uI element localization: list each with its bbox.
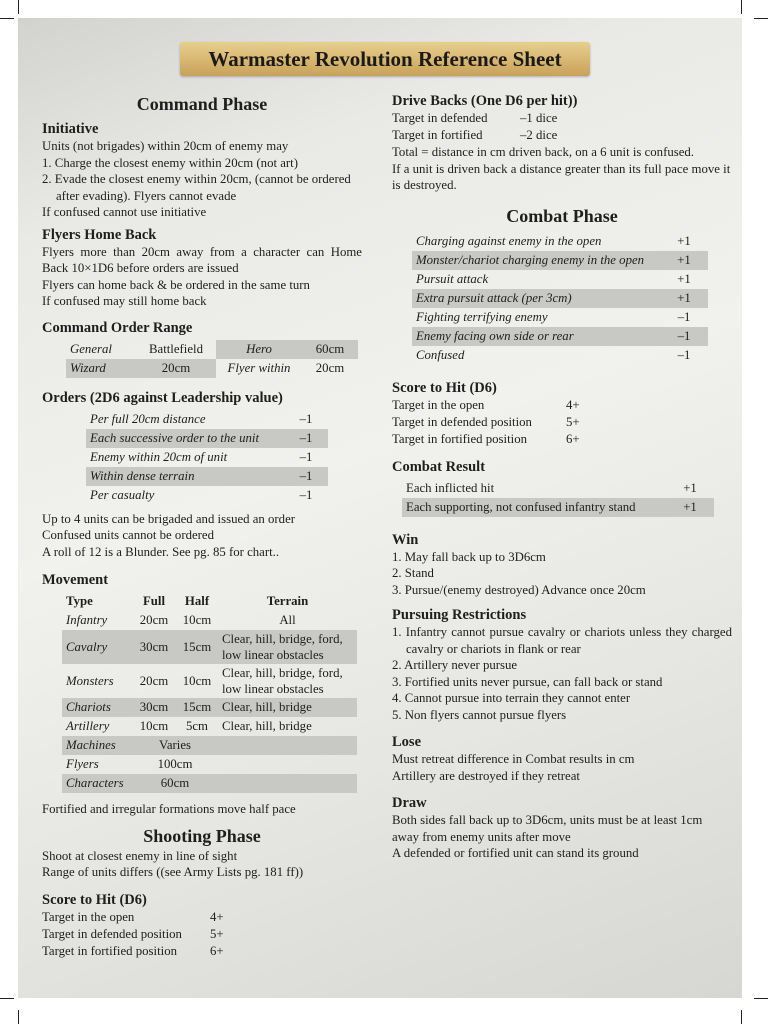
draw-line: Both sides fall back up to 3D6cm, units must be at least 1cm away from enemy units after move [392,813,703,844]
table-cell: Each successive order to the unit [90,430,260,445]
table-row [388,127,561,144]
orders-table [86,410,328,505]
table-cell: Fighting terrifying enemy [416,309,548,324]
table-cell: +1 [677,233,691,248]
win-heading: Win [392,531,419,548]
table-row [86,448,328,467]
orders-note: Up to 4 units can be brigaded and issued an order [42,511,296,526]
pursuing-line: 4. Cannot pursue into terrain they cannot enter [392,691,631,705]
table-cell: +1 [677,252,691,267]
table-row [412,232,708,251]
table-cell: Target in defended position [42,926,182,941]
table-row [38,909,228,926]
table-cell: General [70,341,112,356]
flyers-line: If confused may still home back [42,294,207,308]
table-cell: +1 [677,290,691,305]
crop-mark [0,998,14,999]
table-cell: 100cm [157,757,193,771]
table-cell: –1 [299,430,313,445]
table-cell: Target in fortified position [392,431,527,446]
draw-heading: Draw [392,795,427,811]
drive-backs-line: Total = distance in cm driven back, on a 6 unit is confused. [392,145,694,159]
movement-heading: Movement [42,572,109,588]
table-cell: –1 [677,309,691,324]
shooting-phase-heading: Shooting Phase [143,825,261,846]
table-cell: Monsters [66,673,114,688]
table-cell: Enemy facing own side or rear [416,328,574,343]
initiative-line: Units (not brigades) within 20cm of enemy may [42,139,289,153]
table-row [388,414,584,431]
table-cell: Target in fortified [392,128,483,142]
table-cell: Each supporting, not confused infantry stand [406,499,636,514]
table-cell: Hero [216,340,302,359]
left-column [42,92,362,960]
combat-score-table [388,397,584,448]
table-cell: Confused [416,347,465,362]
table-cell: Cavalry [66,639,108,654]
table-cell: +1 [677,271,691,286]
table-cell: Within dense terrain [90,468,195,483]
table-cell: Infantry [66,613,108,627]
table-row [412,346,708,365]
table-cell: Clear, hill, bridge [222,719,312,733]
table-row [412,270,708,289]
lose-line: Artillery are destroyed if they retreat [392,768,580,783]
table-row [38,926,228,943]
table-cell: Target in the open [392,397,485,412]
crop-mark [741,1010,742,1024]
table-cell: Each inflicted hit [406,480,495,495]
table-cell [218,774,357,793]
lose-line: Must retreat difference in Combat results in cm [392,752,635,766]
table-cell: 15cm [182,700,212,714]
table-cell: 15cm [182,639,212,654]
table-row [62,774,357,793]
table-row [388,431,584,448]
table-cell: 20cm [136,359,216,378]
shooting-line: Range of units differs ((see Army Lists pg. 181 ff)) [42,865,304,879]
table-cell: 20cm [315,360,345,375]
initiative-line: 2. Evade the closest enemy within 20cm, (cannot be ordered after evading). Flyers cannot evade [42,172,351,203]
table-row [388,397,584,414]
order-range-heading: Command Order Range [42,319,193,336]
crop-mark [754,998,768,999]
table-cell: Target in defended position [392,414,532,429]
table-cell: 10cm [182,613,212,627]
pursuing-heading: Pursuing Restrictions [392,607,527,623]
combat-result-heading: Combat Result [392,458,486,475]
flyers-line: Flyers more than 20cm away from a character can Home Back 10×1D6 before orders are issued [42,244,362,275]
table-cell: Machines [66,738,116,752]
orders-note: Confused units cannot be ordered [42,528,215,542]
table-cell: 6+ [566,431,580,446]
table-cell: Clear, hill, bridge, ford, low linear obstacles [222,666,343,696]
table-cell: 60cm [302,340,358,359]
pursuing-line: 2. Artillery never pursue [392,658,518,672]
table-row [62,611,357,630]
table-cell: 5+ [566,414,580,429]
pursuing-line: 1. Infantry cannot pursue cavalry or chariots unless they charged cavalry or chariots in flank or rear [392,625,732,656]
shooting-score-heading: Score to Hit (D6) [42,891,147,908]
table-cell: Per casualty [90,487,155,502]
crop-mark [0,18,14,19]
crop-mark [18,0,19,14]
table-row [388,110,561,127]
table-cell: Clear, hill, bridge [222,700,312,714]
flyers-home-back-heading: Flyers Home Back [42,226,157,243]
table-cell: –1 [299,449,313,464]
table-row [38,943,228,960]
orders-heading: Orders (2D6 against Leadership value) [42,389,283,406]
table-cell: –1 dice [520,111,558,125]
table-row [86,486,328,505]
table-row [412,308,708,327]
drive-backs-heading: Drive Backs (One D6 per hit)) [392,93,578,109]
table-row [62,630,357,664]
table-cell: Per full 20cm distance [90,411,206,426]
table-cell: 30cm [139,700,169,714]
combat-modifiers-table [412,232,708,365]
table-row [412,289,708,308]
table-cell: Enemy within 20cm of unit [90,449,228,464]
table-cell: +1 [683,480,697,495]
table-cell: 5cm [185,719,209,733]
initiative-heading: Initiative [42,121,99,137]
order-range-table [66,340,358,378]
win-line: 1. May fall back up to 3D6cm [392,549,546,564]
table-row [412,251,708,270]
combat-phase-heading: Combat Phase [506,205,618,226]
table-cell: 10cm [139,719,169,733]
table-row [62,736,357,755]
table-cell: 6+ [210,943,224,958]
pursuing-line: 5. Non flyers cannot pursue flyers [392,707,567,722]
initiative-line: If confused cannot use initiative [42,205,207,219]
table-cell: Characters [66,776,124,790]
table-cell: Wizard [66,359,136,378]
table-row [86,410,328,429]
table-cell: Clear, hill, bridge, ford, low linear obstacles [222,632,343,662]
table-cell: Varies [159,738,191,752]
table-cell: Chariots [66,700,111,714]
movement-note: Fortified and irregular formations move half pace [42,802,296,816]
table-cell: –1 [299,487,313,502]
table-row [62,698,357,717]
table-row [86,429,328,448]
table-row [66,340,358,359]
table-cell: 4+ [566,397,580,412]
command-phase-heading: Command Phase [136,94,268,114]
table-cell: Target in the open [42,909,135,924]
table-cell: –1 [677,347,691,362]
table-cell: –1 [299,468,313,483]
table-row [402,498,714,517]
table-cell: Artillery [66,719,110,733]
table-cell: –1 [677,328,691,343]
crop-mark [18,1010,19,1024]
lose-heading: Lose [392,734,421,750]
column-header: Type [66,594,93,608]
column-header: Full [142,594,166,608]
table-cell: Flyer within [227,360,291,375]
title-banner: Warmaster Revolution Reference Sheet [180,42,590,76]
table-cell: 60cm [160,776,190,790]
right-column [392,92,732,862]
combat-score-heading: Score to Hit (D6) [392,379,497,396]
table-row [412,327,708,346]
draw-line: A defended or fortified unit can stand its ground [392,846,639,860]
pursuing-line: 3. Fortified units never pursue, can fall back or stand [392,674,663,689]
table-cell: Flyers [66,757,99,771]
shooting-line: Shoot at closest enemy in line of sight [42,848,238,863]
drive-backs-table [388,110,561,144]
table-row [62,717,357,736]
table-cell: –2 dice [520,128,558,142]
table-cell: Extra pursuit attack (per 3cm) [416,290,572,305]
table-cell: Battlefield [148,341,203,356]
win-line: 3. Pursue/(enemy destroyed) Advance once 20cm [392,582,646,597]
initiative-line: 1. Charge the closest enemy within 20cm (not art) [42,155,298,170]
table-header-row [62,592,357,611]
table-cell [218,736,357,755]
flyers-line: Flyers can home back & be ordered in the same turn [42,277,310,292]
table-cell: All [279,613,296,627]
table-cell: –1 [299,411,313,426]
table-cell: Pursuit attack [416,271,489,286]
table-cell: 20cm [139,673,169,688]
table-cell [218,755,357,774]
drive-backs-line: If a unit is driven back a distance greater than its full pace move it is destroyed. [392,161,731,192]
crop-mark [741,0,742,14]
column-header: Terrain [266,594,309,608]
crop-mark [754,18,768,19]
table-cell: Target in defended [392,111,488,125]
movement-table [62,592,357,793]
combat-result-table [402,479,714,517]
table-cell: 20cm [139,613,169,627]
table-cell: Target in fortified position [42,943,177,958]
win-line: 2. Stand [392,566,434,580]
table-cell: +1 [683,499,697,514]
column-header: Half [184,594,210,608]
table-row [62,664,357,698]
orders-note: A roll of 12 is a Blunder. See pg. 85 for chart.. [42,544,280,559]
table-row [66,359,358,378]
shooting-score-table [38,909,228,960]
table-row [402,479,714,498]
table-row [86,467,328,486]
table-cell: Charging against enemy in the open [416,233,602,248]
table-cell: 5+ [210,926,224,941]
table-cell: 10cm [182,673,212,688]
table-cell: 30cm [139,639,169,654]
table-cell: Monster/chariot charging enemy in the open [416,252,645,267]
table-cell: 4+ [210,909,224,924]
table-row [62,755,357,774]
